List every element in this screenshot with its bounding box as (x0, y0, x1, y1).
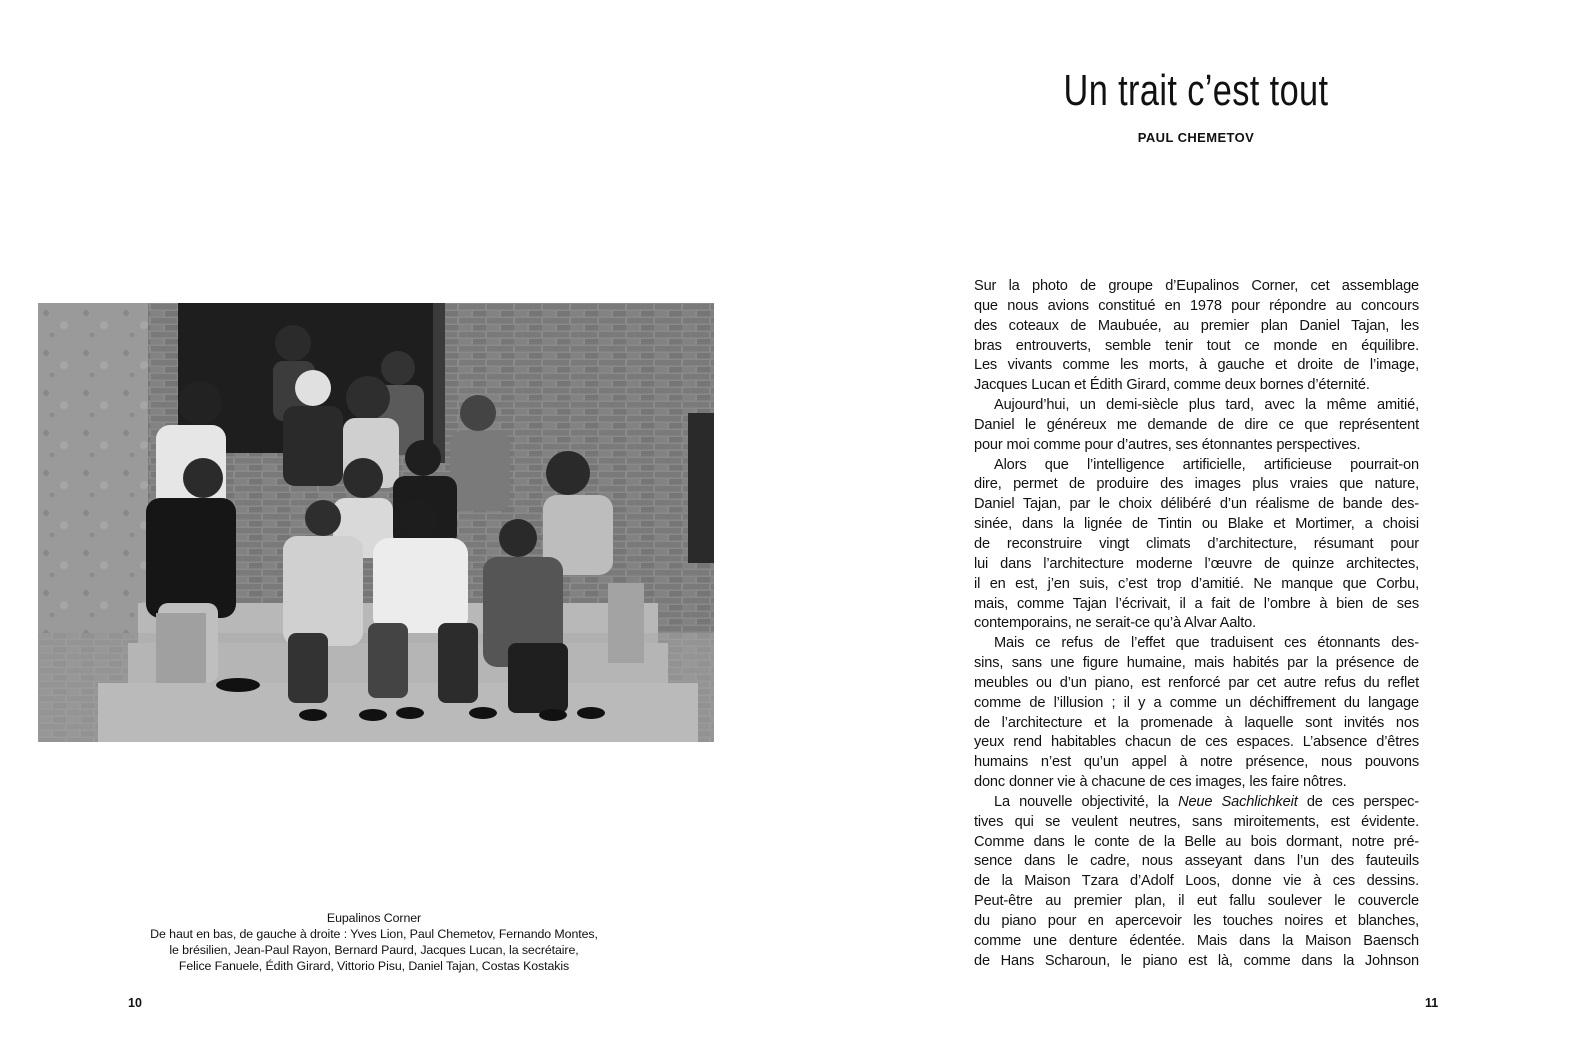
page-number-right: 11 (1425, 996, 1439, 1010)
body-line: des coteaux de Maubuée, au premier plan Daniel Tajan, les (974, 317, 1419, 334)
body-line: yeux rend habitables chacun de ces espaces. L’absence d’êtres (974, 734, 1419, 751)
body-line-prefix: La nouvelle objectivité, la (994, 793, 1179, 810)
body-line: Daniel Tajan, par le choix délibéré d’un réalisme de bande des- (974, 496, 1419, 513)
body-line: du piano pour en apercevoir les touches noires et blanches, (974, 913, 1419, 929)
caption-title: Eupalinos Corner (326, 911, 422, 925)
left-page (0, 0, 793, 1058)
right-page (793, 0, 1587, 1058)
body-line: Peut-être au premier plan, il eut fallu soulever le couvercle (974, 893, 1419, 910)
body-line: de Hans Scharoun, le piano est là, comme dans la Johnson (974, 952, 1419, 969)
body-line: donc donner vie à chacune de ces images, les faire nôtres. (974, 774, 1347, 791)
caption-line: Felice Fanuele, Édith Girard, Vittorio Pisu, Daniel Tajan, Costas Kostakis (178, 959, 570, 973)
body-line: comme une denture édentée. Mais dans la Maison Baensch (974, 932, 1419, 949)
body-line: meubles ou d’un piano, est renforcé par cet autre refus du reflet (974, 674, 1419, 691)
body-line: humains n’est qu’un appel à notre présence, nous pouvons (974, 754, 1419, 771)
body-line: Comme dans le conte de la Belle au bois dormant, notre pré- (974, 833, 1419, 850)
group-photo-icon (38, 303, 714, 742)
body-line: de la Maison Tzara d’Adolf Loos, donne vie à ces dessins. (974, 873, 1419, 890)
body-line: Mais ce refus de l’effet que traduisent ces étonnants des- (994, 635, 1419, 652)
body-line: bras entrouverts, semble tenir tout ce monde en équilibre. (974, 337, 1419, 354)
body-line: Aujourd’hui, un demi-siècle plus tard, avec la même amitié, (994, 397, 1419, 414)
body-line: comme de l’illusion ; il y a comme un déchiffrement du langage (974, 694, 1419, 711)
page-number-left: 10 (128, 996, 142, 1010)
body-line: pour moi comme pour d’autres, ses étonnantes perspectives. (974, 436, 1361, 453)
body-line-suffix: de ces perspec- (1306, 793, 1419, 810)
body-line: de reconstruire vingt climats d’architecture, résumant pour (974, 535, 1419, 552)
article-title: Un trait c’est tout (1063, 66, 1329, 115)
body-line: sinée, dans la lignée de Tintin ou Blake et Mortimer, a choisi (974, 516, 1419, 533)
body-line-mixed (974, 793, 1419, 813)
body-line: Sur la photo de groupe d’Eupalinos Corner, cet assemblage (974, 278, 1419, 294)
body-line: sins, sans une figure humaine, mais habités par la présence de (974, 655, 1419, 672)
caption-line: De haut en bas, de gauche à droite : Yves Lion, Paul Chemetov, Fernando Montes, (150, 927, 598, 941)
body-line: Les vivants comme les morts, à gauche et droite de l’image, (974, 357, 1419, 374)
article-body (974, 277, 1419, 972)
body-line: tives qui se veulent neutres, sans miroitements, est évidente. (974, 813, 1419, 830)
body-line: contemporains, ne serait-ce qu’à Alvar Aalto. (974, 615, 1257, 632)
body-line: dire, permet de produire des images plus vraies que nature, (974, 476, 1419, 493)
body-line: Daniel le généreux me demande de dire ce que représentent (974, 416, 1419, 433)
body-line: il en est, j’en suis, c’est trop d’amitié. Ne manque que Corbu, (974, 575, 1419, 592)
body-line: lui dans l’architecture moderne l’œuvre de quinze architectes, (974, 555, 1419, 572)
article-author: PAUL CHEMETOV (1137, 130, 1255, 145)
body-line-italic: Neue Sachlichkeit (1178, 793, 1298, 810)
body-line: Alors que l’intelligence artificielle, artificieuse pourrait-on (994, 456, 1419, 473)
photo-caption (100, 910, 648, 974)
body-line: mais, comme Tajan l’écrivait, il a fait de l’ombre à bien de ses (974, 595, 1419, 612)
group-photo (38, 303, 714, 742)
body-line: de l’architecture et la promenade à laquelle sont invités nos (974, 714, 1419, 731)
caption-line: le brésilien, Jean-Paul Rayon, Bernard Paurd, Jacques Lucan, la secrétaire, (169, 943, 579, 957)
body-line: Jacques Lucan et Édith Girard, comme deux bornes d’éternité. (974, 377, 1370, 394)
body-line: que nous avions constitué en 1978 pour répondre au concours (974, 297, 1419, 314)
body-line: sence dans le cadre, nous asseyant dans l’un des fauteuils (974, 853, 1419, 870)
